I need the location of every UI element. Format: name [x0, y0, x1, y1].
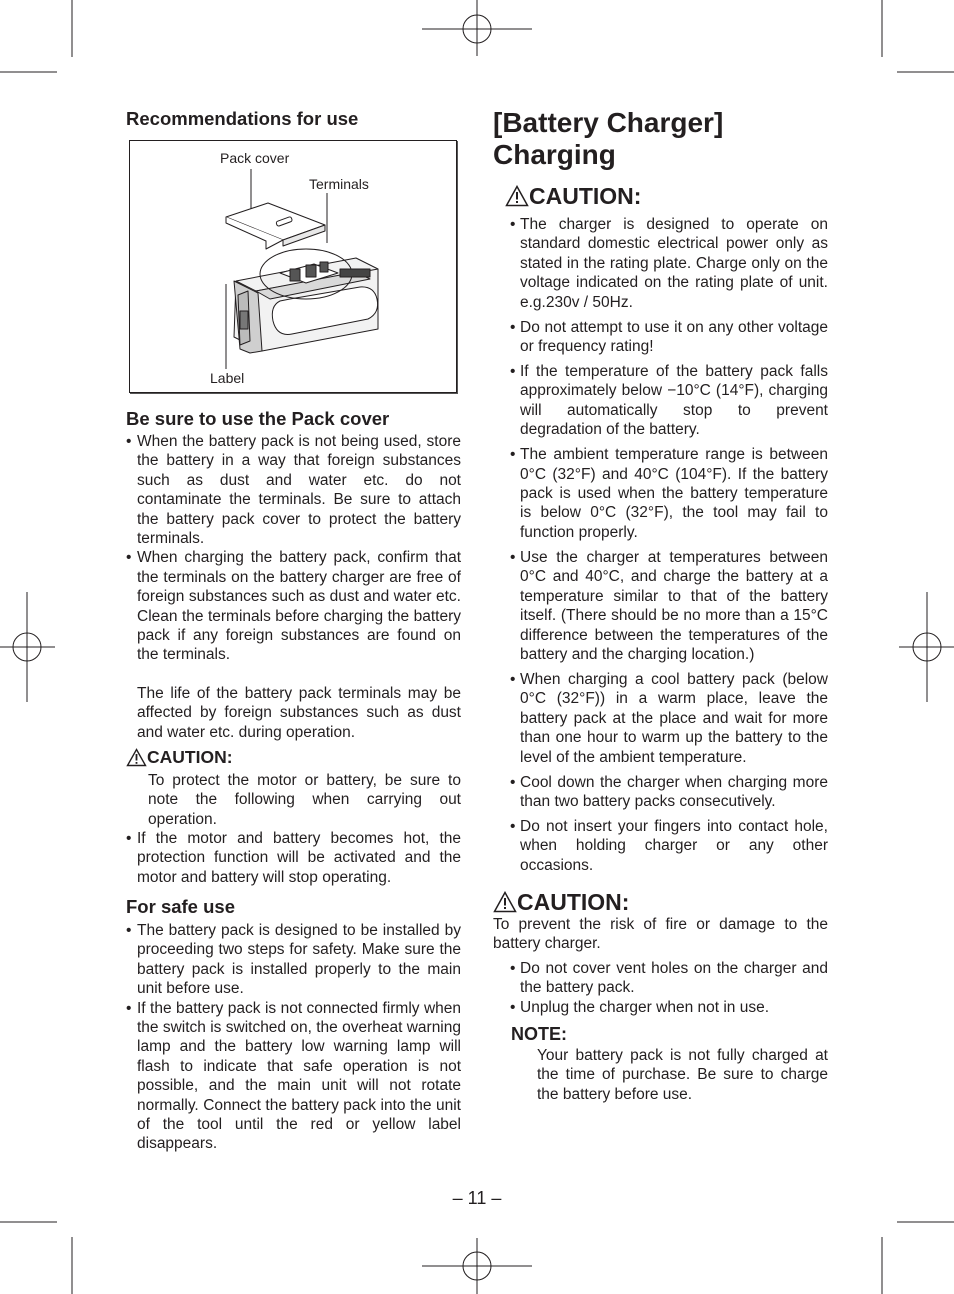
- safe-use-heading: For safe use: [126, 896, 235, 917]
- right-caution1-heading: [505, 183, 641, 209]
- battery-pack-illustration: [130, 141, 456, 392]
- right-caution2-heading: [493, 889, 629, 915]
- warning-icon: [493, 891, 517, 913]
- page-title-line1: [Battery Charger]: [493, 107, 724, 138]
- list-item: • If the motor and battery becomes hot, the protection function will be activated and the motor and battery will stop operating.: [126, 829, 461, 887]
- list-item: • Use the charger at temperatures between 0°C and 40°C, and charge the battery at a temperature similar to that of the battery itself. (There should be no more than a 15°C difference between the temperatures of the battery and the charging location.): [508, 548, 828, 664]
- warning-icon: [126, 748, 147, 767]
- note-text: Your battery pack is not fully charged at the time of purchase. Be sure to charge the battery before use.: [537, 1047, 828, 1103]
- page-number: – 11 –: [452, 1188, 502, 1208]
- warning-icon: [505, 185, 529, 207]
- terminals-label: Terminals: [309, 176, 369, 192]
- list-item: • If the temperature of the battery pack falls approximately below −10°C (14°F), charging will automatically stop to prevent degradation of the battery.: [508, 362, 828, 440]
- charger-caution-bullets: [508, 215, 828, 881]
- list-item: • If the battery pack is not connected firmly when the switch is switched on, the overheat warning lamp and the battery low warning lamp will flash to indicate that safe operation is not possible, and the main unit will not rotate normally. Connect the battery pack into the unit of the tool until the red or yellow label disappears.: [126, 999, 461, 1154]
- label-label: Label: [210, 370, 245, 386]
- list-item: • The charger is designed to operate on standard domestic electrical power only as stated in the rating plate. Charge only on the voltage indicated on the rating plate of unit. e.g.230v / 50Hz.: [508, 215, 828, 312]
- caution-label: CAUTION:: [147, 747, 233, 767]
- left-caution-text: To protect the motor or battery, be sure to note the following when carrying out operation.: [148, 772, 461, 828]
- pack-cover-extra-text: The life of the battery pack terminals may be affected by foreign substances such as dust and water etc. during operation.: [137, 685, 461, 741]
- note-heading: NOTE:: [511, 1024, 567, 1044]
- pack-cover-heading: Be sure to use the Pack cover: [126, 408, 390, 429]
- list-item: • When the battery pack is not being used, store the battery in a way that foreign substances such as dust and water etc. do not contaminate the terminals. Be sure to attach the battery pack cover to protect the battery terminals.: [126, 432, 461, 548]
- safe-use-bullets: [126, 921, 461, 1154]
- list-item: • The ambient temperature range is between 0°C (32°F) and 40°C (104°F). If the battery pack is used when the battery temperature is below 0°C (32°F), the tool may fail to function properly.: [508, 445, 828, 542]
- list-item: • Unplug the charger when not in use.: [508, 998, 828, 1017]
- pack-cover-bullets: [126, 432, 461, 665]
- left-caution-heading: [126, 746, 233, 768]
- list-item: • Do not attempt to use it on any other voltage or frequency rating!: [508, 318, 828, 357]
- charger-fire-caution-text: To prevent the risk of fire or damage to the battery charger.: [493, 916, 828, 953]
- page-title-line2: Charging: [493, 139, 616, 170]
- pack-cover-label: Pack cover: [220, 150, 290, 166]
- list-item: • Cool down the charger when charging more than two battery packs consecutively.: [508, 773, 828, 812]
- list-item: • Do not insert your fingers into contact hole, when holding charger or any other occasions.: [508, 817, 828, 875]
- recommendations-heading: Recommendations for use: [126, 108, 359, 129]
- charger-fire-caution-bullets: [508, 959, 828, 1017]
- list-item: • The battery pack is designed to be installed by proceeding two steps for safety. Make sure the battery pack is installed properly to the main unit before use.: [126, 921, 461, 999]
- caution-label: CAUTION:: [529, 183, 642, 209]
- battery-pack-figure: [129, 140, 457, 393]
- list-item: • When charging the battery pack, confirm that the terminals on the battery charger are free of foreign substances such as dust and water etc. Clean the terminals before charging the battery pack if any foreign substances are found on the terminals.: [126, 548, 461, 664]
- list-item: • Do not cover vent holes on the charger and the battery pack.: [508, 959, 828, 998]
- left-caution-bullets: [126, 829, 461, 887]
- list-item: • When charging a cool battery pack (below 0°C (32°F)) in a warm place, leave the battery pack at the place and wait for more than one hour to warm up the battery to the level of the ambient temperature.: [508, 670, 828, 767]
- caution-label: CAUTION:: [517, 889, 630, 915]
